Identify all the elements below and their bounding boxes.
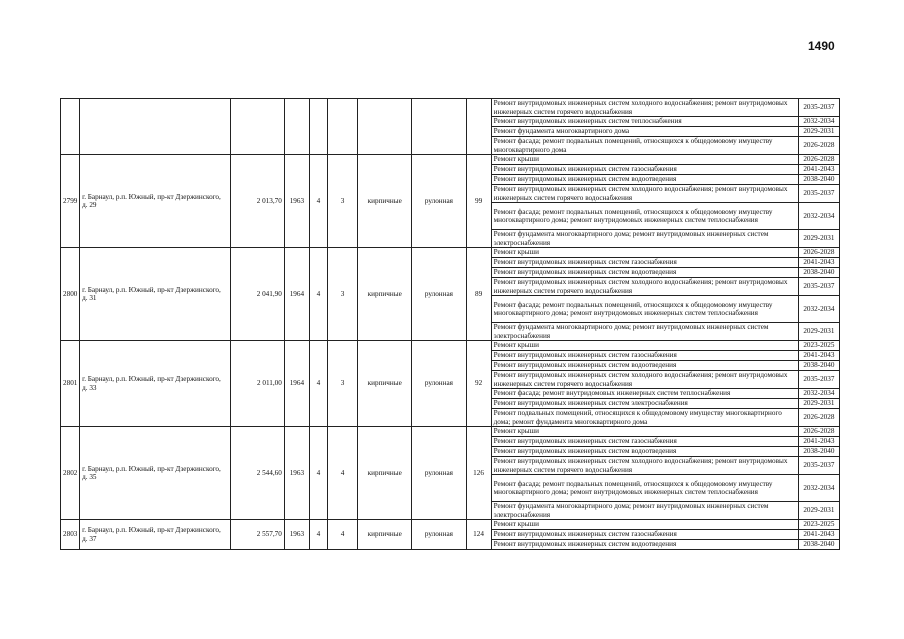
work-name: Ремонт фасада; ремонт подвальных помещений, относящихся к общедомовому имуществу многоквартирного дома; ремонт внутридомовых инженерных систем теплоснабжения: [491, 296, 798, 323]
floors: [309, 99, 327, 155]
apartments-count: 92: [466, 341, 491, 427]
work-period: 2023-2025: [798, 520, 839, 530]
work-name: Ремонт фасада; ремонт внутридомовых инженерных систем теплоснабжения: [491, 389, 798, 399]
work-period: 2023-2025: [798, 341, 839, 351]
entrances: [328, 99, 358, 155]
table-row: [61, 248, 840, 258]
row-number: 2800: [61, 248, 80, 341]
work-period: 2029-2031: [798, 502, 839, 520]
table-row: [61, 427, 840, 437]
work-period: 2038-2040: [798, 447, 839, 457]
work-name: Ремонт внутридомовых инженерных систем газоснабжения: [491, 258, 798, 268]
roof-type: рулонная: [412, 427, 466, 520]
work-period: 2035-2037: [798, 185, 839, 203]
work-period: 2038-2040: [798, 540, 839, 550]
work-name: Ремонт внутридомовых инженерных систем теплоснабжения: [491, 117, 798, 127]
apartments-count: [466, 99, 491, 155]
work-period: 2041-2043: [798, 351, 839, 361]
work-period: 2032-2034: [798, 296, 839, 323]
work-period: 2029-2031: [798, 323, 839, 341]
work-name: Ремонт внутридомовых инженерных систем газоснабжения: [491, 165, 798, 175]
work-period: 2035-2037: [798, 99, 839, 117]
work-name: Ремонт фасада; ремонт подвальных помещений, относящихся к общедомовому имуществу многоквартирного дома; ремонт внутридомовых инженерных систем теплоснабжения: [491, 475, 798, 502]
work-name: Ремонт внутридомовых инженерных систем водоотведения: [491, 540, 798, 550]
total-area: 2 041,90: [230, 248, 284, 341]
work-period: 2035-2037: [798, 278, 839, 296]
work-name: Ремонт внутридомовых инженерных систем электроснабжения: [491, 399, 798, 409]
roof-type: рулонная: [412, 520, 466, 550]
work-name: Ремонт внутридомовых инженерных систем холодного водоснабжения; ремонт внутридомовых инженерных систем горячего водоснабжения: [491, 371, 798, 389]
work-name: Ремонт внутридомовых инженерных систем газоснабжения: [491, 530, 798, 540]
row-number: [61, 99, 80, 155]
work-name: Ремонт внутридомовых инженерных систем водоотведения: [491, 175, 798, 185]
work-name: Ремонт подвальных помещений, относящихся к общедомовому имуществу многоквартирного дома; ремонт фундамента многоквартирного дома: [491, 409, 798, 427]
work-name: Ремонт фундамента многоквартирного дома; ремонт внутридомовых инженерных систем электроснабжения: [491, 230, 798, 248]
work-period: 2026-2028: [798, 409, 839, 427]
house-address: г. Барнаул, р.п. Южный, пр-кт Дзержинского, д. 35: [80, 427, 231, 520]
row-number: 2799: [61, 155, 80, 248]
work-period: 2026-2028: [798, 427, 839, 437]
work-name: Ремонт внутридомовых инженерных систем холодного водоснабжения; ремонт внутридомовых инженерных систем горячего водоснабжения: [491, 457, 798, 475]
work-period: 2032-2034: [798, 117, 839, 127]
work-period: 2041-2043: [798, 530, 839, 540]
floors: 4: [309, 248, 327, 341]
floors: 4: [309, 155, 327, 248]
work-name: Ремонт внутридомовых инженерных систем холодного водоснабжения; ремонт внутридомовых инженерных систем горячего водоснабжения: [491, 278, 798, 296]
work-period: 2035-2037: [798, 371, 839, 389]
work-name: Ремонт внутридомовых инженерных систем холодного водоснабжения; ремонт внутридомовых инженерных систем горячего водоснабжения: [491, 185, 798, 203]
wall-material: кирпичные: [358, 427, 412, 520]
work-name: Ремонт внутридомовых инженерных систем водоотведения: [491, 268, 798, 278]
work-period: 2038-2040: [798, 361, 839, 371]
table-row: [61, 520, 840, 530]
row-number: 2802: [61, 427, 80, 520]
wall-material: кирпичные: [358, 341, 412, 427]
floors: 4: [309, 427, 327, 520]
work-period: 2041-2043: [798, 165, 839, 175]
work-period: 2029-2031: [798, 127, 839, 137]
wall-material: [358, 99, 412, 155]
house-address: г. Барнаул, р.п. Южный, пр-кт Дзержинского, д. 31: [80, 248, 231, 341]
wall-material: кирпичные: [358, 155, 412, 248]
row-number: 2803: [61, 520, 80, 550]
total-area: 2 557,70: [230, 520, 284, 550]
entrances: 4: [328, 427, 358, 520]
work-period: 2029-2031: [798, 230, 839, 248]
build-year: 1963: [284, 520, 309, 550]
build-year: [284, 99, 309, 155]
page-number: 1490: [808, 39, 835, 53]
build-year: 1963: [284, 155, 309, 248]
apartments-count: 126: [466, 427, 491, 520]
work-name: Ремонт крыши: [491, 341, 798, 351]
total-area: 2 011,00: [230, 341, 284, 427]
work-name: Ремонт фундамента многоквартирного дома: [491, 127, 798, 137]
house-address: г. Барнаул, р.п. Южный, пр-кт Дзержинского, д. 29: [80, 155, 231, 248]
work-name: Ремонт фасада; ремонт подвальных помещений, относящихся к общедомовому имуществу многоквартирного дома; ремонт внутридомовых инженерных систем теплоснабжения: [491, 203, 798, 230]
table-row: [61, 155, 840, 165]
roof-type: рулонная: [412, 155, 466, 248]
roof-type: [412, 99, 466, 155]
work-name: Ремонт внутридомовых инженерных систем газоснабжения: [491, 437, 798, 447]
work-period: 2032-2034: [798, 475, 839, 502]
work-period: 2041-2043: [798, 437, 839, 447]
table-row: [61, 99, 840, 117]
house-address: г. Барнаул, р.п. Южный, пр-кт Дзержинского, д. 33: [80, 341, 231, 427]
build-year: 1964: [284, 341, 309, 427]
work-name: Ремонт внутридомовых инженерных систем газоснабжения: [491, 351, 798, 361]
total-area: [230, 99, 284, 155]
apartments-count: 89: [466, 248, 491, 341]
capital-repair-table: [60, 98, 840, 550]
work-period: 2032-2034: [798, 203, 839, 230]
floors: 4: [309, 341, 327, 427]
work-period: 2026-2028: [798, 248, 839, 258]
work-period: 2038-2040: [798, 175, 839, 185]
work-name: Ремонт крыши: [491, 155, 798, 165]
entrances: 3: [328, 248, 358, 341]
work-name: Ремонт внутридомовых инженерных систем холодного водоснабжения; ремонт внутридомовых инженерных систем горячего водоснабжения: [491, 99, 798, 117]
work-name: Ремонт фундамента многоквартирного дома; ремонт внутридомовых инженерных систем электроснабжения: [491, 502, 798, 520]
work-period: 2032-2034: [798, 389, 839, 399]
apartments-count: 99: [466, 155, 491, 248]
wall-material: кирпичные: [358, 248, 412, 341]
apartments-count: 124: [466, 520, 491, 550]
work-name: Ремонт крыши: [491, 427, 798, 437]
work-period: 2026-2028: [798, 155, 839, 165]
build-year: 1964: [284, 248, 309, 341]
roof-type: рулонная: [412, 248, 466, 341]
work-period: 2035-2037: [798, 457, 839, 475]
work-name: Ремонт крыши: [491, 248, 798, 258]
total-area: 2 544,60: [230, 427, 284, 520]
work-name: Ремонт крыши: [491, 520, 798, 530]
entrances: 3: [328, 155, 358, 248]
entrances: 3: [328, 341, 358, 427]
entrances: 4: [328, 520, 358, 550]
work-period: 2038-2040: [798, 268, 839, 278]
total-area: 2 013,70: [230, 155, 284, 248]
work-name: Ремонт фундамента многоквартирного дома; ремонт внутридомовых инженерных систем электроснабжения: [491, 323, 798, 341]
work-period: 2041-2043: [798, 258, 839, 268]
work-period: 2026-2028: [798, 137, 839, 155]
house-address: [80, 99, 231, 155]
work-name: Ремонт внутридомовых инженерных систем водоотведения: [491, 447, 798, 457]
wall-material: кирпичные: [358, 520, 412, 550]
floors: 4: [309, 520, 327, 550]
work-name: Ремонт внутридомовых инженерных систем водоотведения: [491, 361, 798, 371]
work-period: 2029-2031: [798, 399, 839, 409]
house-address: г. Барнаул, р.п. Южный, пр-кт Дзержинского, д. 37: [80, 520, 231, 550]
roof-type: рулонная: [412, 341, 466, 427]
row-number: 2801: [61, 341, 80, 427]
work-name: Ремонт фасада; ремонт подвальных помещений, относящихся к общедомовому имуществу многоквартирного дома: [491, 137, 798, 155]
table-row: [61, 341, 840, 351]
build-year: 1963: [284, 427, 309, 520]
